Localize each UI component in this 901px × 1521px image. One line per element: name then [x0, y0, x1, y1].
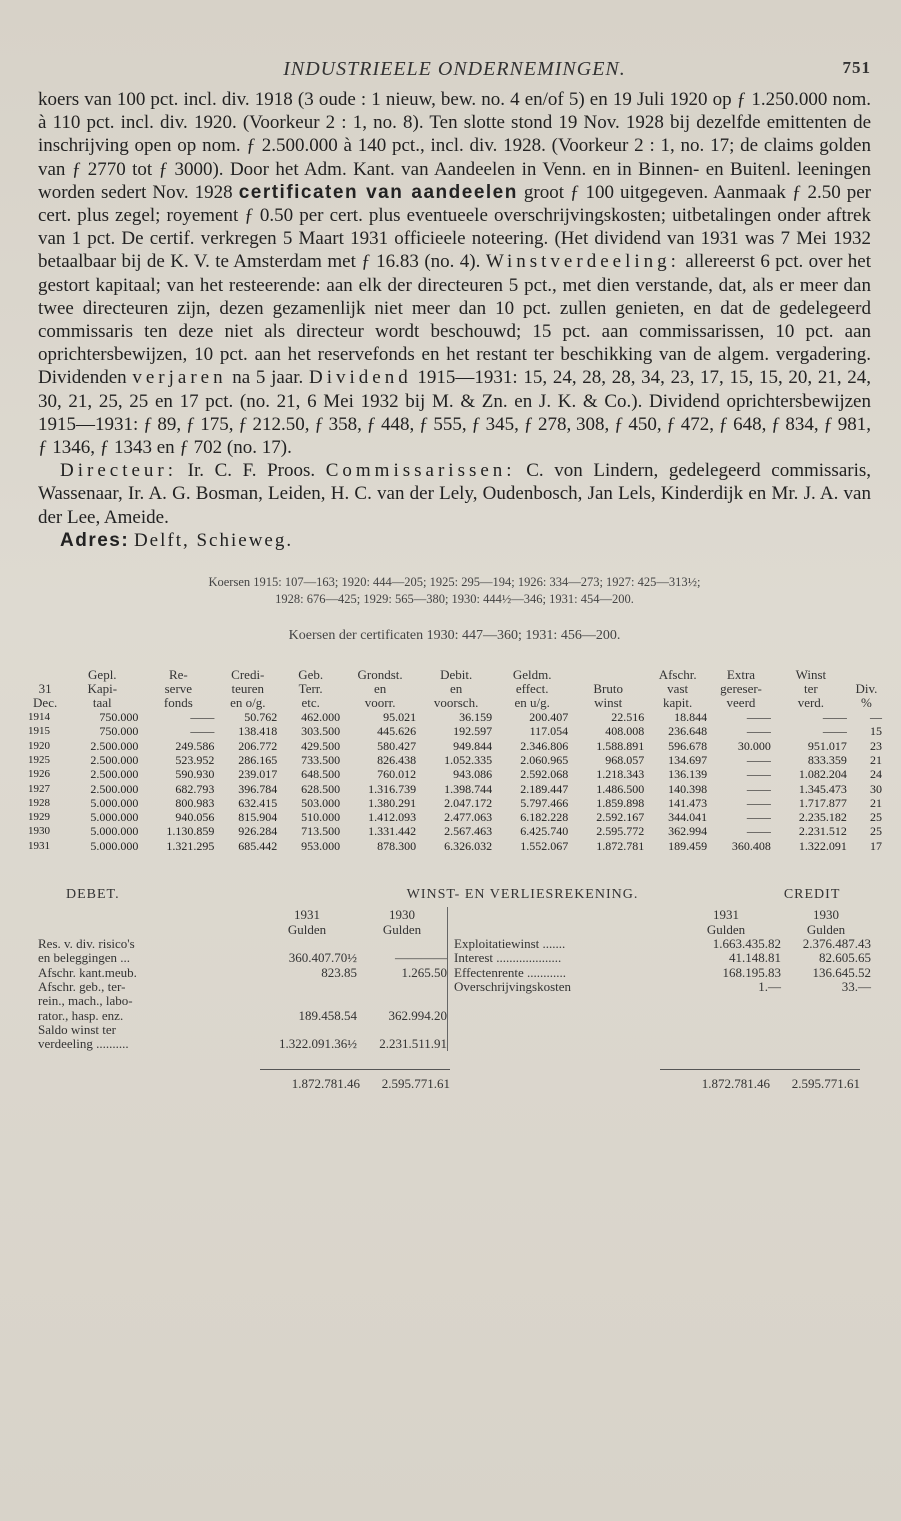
column-header: 31 Dec. [33, 681, 58, 711]
table-cell: 6.182.228 [520, 810, 569, 825]
table-cell: 138.418 [238, 724, 278, 739]
debet-year-header [38, 907, 447, 922]
table-cell: —— [746, 752, 771, 767]
account-value: 1.265.50 [401, 964, 448, 980]
table-cell: —— [190, 724, 215, 739]
account-label: Overschrijvingskosten [454, 978, 572, 994]
column-header: Extra gereser- veerd [720, 667, 762, 711]
unit-gulden: Gulden [806, 922, 846, 938]
table-cell: 943.086 [453, 767, 493, 782]
table-cell: 949.844 [453, 738, 493, 753]
table-cell: 362.994 [668, 824, 708, 839]
account-row [38, 966, 447, 980]
account-value [257, 980, 357, 994]
table-cell: 95.021 [383, 710, 417, 725]
table-cell: —— [746, 781, 771, 796]
account-label: en beleggingen ... [38, 950, 131, 966]
table-cell: 815.904 [238, 810, 278, 825]
page-header [38, 58, 871, 88]
table-cell: 396.784 [238, 781, 278, 796]
account-label: rator., hasp. enz. [38, 1007, 124, 1023]
account-value: 1.322.091.36½ [279, 1036, 358, 1052]
table-cell: 1.130.859 [166, 824, 215, 839]
account-totals [38, 1069, 871, 1092]
year-1930: 1930 [813, 907, 839, 923]
debet-total-1931: 1.872.781.46 [260, 1069, 360, 1092]
account-label: Exploitatiewinst ....... [454, 936, 566, 952]
table-cell: 17 [870, 838, 882, 853]
credit-total-1931: 1.872.781.46 [660, 1069, 770, 1092]
table-cell: 2.477.063 [444, 810, 493, 825]
account-value: 82.605.65 [819, 950, 871, 966]
adres-value: Delft, Schieweg. [133, 529, 294, 551]
commissarissen-label: Commissarissen: [325, 460, 516, 482]
account-label: Effectenrente ............ [454, 964, 567, 980]
account-row [454, 966, 871, 980]
credit-unit-header [454, 922, 871, 937]
column-header: Gepl. Kapi- taal [87, 667, 118, 711]
account-label: Res. v. div. risico's [38, 936, 135, 952]
account-label: Saldo winst ter [38, 1021, 116, 1037]
table-cell: 713.500 [301, 824, 341, 839]
table-cell: 236.648 [668, 724, 708, 739]
table-cell: 1927 [28, 782, 50, 795]
account-value: 2.231.511.91 [379, 1036, 448, 1052]
table-cell: 648.500 [301, 767, 341, 782]
account-value: 189.458.54 [298, 1007, 358, 1023]
table-cell: 951.017 [807, 738, 847, 753]
table-cell: 878.300 [377, 838, 417, 853]
table-cell: 249.586 [175, 738, 215, 753]
table-cell: 2.500.000 [90, 781, 139, 796]
table-cell: 192.597 [453, 724, 493, 739]
koersen-line-2: 1928: 676—425; 1929: 565—380; 1930: 444½—346; 1931: 454—200. [275, 592, 634, 607]
text-segment: C. von Lindern, gedelegeerd commissaris, Wassenaar, Ir. A. G. Bosman, Leiden, H. C. van der Lely, Oudenbosch, Jan Lels, Kinderdijk en Mr. J. A. van der Lee, Ameide. [38, 460, 872, 528]
table-cell: 22.516 [611, 710, 645, 725]
table-body [26, 710, 884, 853]
table-cell: 510.000 [301, 810, 341, 825]
table-cell: 1926 [28, 768, 50, 781]
financial-statistics-table [26, 668, 884, 853]
table-cell: —— [746, 824, 771, 839]
table-cell: 30 [870, 781, 882, 796]
table-cell: 1.321.295 [166, 838, 215, 853]
table-cell: 1.316.739 [368, 781, 417, 796]
table-cell: 462.000 [301, 710, 341, 725]
account-row [454, 951, 871, 965]
certificaten-heading: certificaten van aandeelen [238, 181, 518, 203]
debet-unit-header [38, 922, 447, 937]
column-header: Credi- teuren en o/g. [230, 667, 266, 711]
table-cell: 15 [870, 724, 882, 739]
table-cell: 523.952 [175, 752, 215, 767]
column-header: Afschr. vast kapit. [658, 667, 697, 711]
table-cell: —— [746, 724, 771, 739]
table-cell: 23 [870, 738, 882, 753]
table-cell: 344.041 [668, 810, 708, 825]
text-segment: allereerst 6 pct. over het gestort kapitaal; van het resteerende: aan elk der directeuren 5 pct., met dien verstande, dat, als er meer dan twee directeuren zijn, dezen gezamenlijk niet meer dan 10 pct. zullen genieten, en dat de gedelegeerd commissaris ten deze niet als directeur wordt beschouwd; 15 pct. aan commissarissen, 10 pct. aan oprichtersbewijzen, 10 pct. aan het reservefonds en het restant ter beschikking van de algem. vergadering. Dividenden [38, 251, 872, 389]
table-cell: —— [822, 724, 847, 739]
account-label: Afschr. geb., ter- [38, 978, 126, 994]
table-cell: —— [746, 767, 771, 782]
table-cell: —— [746, 710, 771, 725]
account-value: 360.407.70½ [288, 950, 358, 966]
account-row [38, 994, 447, 1008]
table-cell: 2.500.000 [90, 738, 139, 753]
account-value: 362.994.20 [388, 1007, 448, 1023]
credit-label: CREDIT [783, 887, 841, 903]
table-cell: 2.231.512 [798, 824, 847, 839]
account-row [454, 937, 871, 951]
text-segment: Ir. C. F. Proos. [187, 460, 316, 482]
table-cell: 1920 [28, 739, 50, 752]
table-cell: 2.189.447 [520, 781, 569, 796]
table-cell: 590.930 [175, 767, 215, 782]
table-cell: 5.000.000 [90, 810, 139, 825]
column-header: Grondst. en voorr. [357, 667, 403, 711]
account-heading [38, 887, 871, 903]
table-cell: 1930 [28, 825, 50, 838]
table-cell: 1929 [28, 811, 50, 824]
table-row [26, 724, 884, 738]
column-header: Winst ter verd. [795, 667, 827, 711]
table-cell: 286.165 [238, 752, 278, 767]
account-row [38, 1009, 447, 1023]
account-value [257, 937, 357, 951]
account-value: 136.645.52 [812, 964, 871, 980]
account-label: Afschr. kant.meub. [38, 964, 137, 980]
account-row [38, 1023, 447, 1037]
table-cell: 1.717.877 [798, 795, 847, 810]
table-cell: 1.322.091 [798, 838, 847, 853]
table-cell: 682.793 [175, 781, 215, 796]
koersen-line-1: Koersen 1915: 107—163; 1920: 444—205; 1925: 295—194; 1926: 334—273; 1927: 425—313½; [208, 575, 701, 590]
year-1931: 1931 [294, 907, 321, 923]
account-label: verdeeling .......... [38, 1036, 129, 1052]
management-paragraph [38, 459, 871, 529]
table-cell: —— [822, 710, 847, 725]
table-cell: 141.473 [668, 795, 708, 810]
table-cell: 2.047.172 [444, 795, 493, 810]
dividend-label: Dividend [309, 367, 412, 389]
table-cell: 2.346.806 [520, 738, 569, 753]
year-1930: 1930 [389, 907, 416, 923]
table-cell: 1.872.781 [596, 838, 645, 853]
account-value: 168.195.83 [722, 964, 781, 980]
debet-total-1930: 2.595.771.61 [360, 1069, 450, 1092]
table-cell: 826.438 [377, 752, 417, 767]
table-cell: 1928 [28, 796, 50, 809]
table-cell: 303.500 [301, 724, 341, 739]
debet-column [38, 907, 447, 1051]
table-cell: 750.000 [99, 724, 139, 739]
table-cell: 1931 [28, 839, 50, 852]
table-row [26, 767, 884, 781]
table-cell: 1925 [28, 753, 50, 766]
table-cell: 1.552.067 [520, 838, 569, 853]
table-cell: 760.012 [377, 767, 417, 782]
winst-verliesrekening [38, 887, 871, 1092]
table-cell: 136.139 [668, 767, 708, 782]
directeur-label: Directeur: [60, 460, 178, 482]
table-cell: 189.459 [668, 838, 708, 853]
address-line [38, 529, 871, 552]
table-cell: 408.008 [605, 724, 645, 739]
table-cell: 1915 [28, 725, 50, 738]
text-segment: 1915—1931: 15, 24, 28, 28, 34, 23, 17, 15, 15, 20, 21, 24, 30, 21, 25, 25 en 17 pct. (no. 21, 6 Mei 1932 bij M. & Zn. en J. K. & Co.). Dividend oprichtersbewijzen 1915—1931: ƒ 89, ƒ 175, ƒ 212.50, ƒ 358, ƒ 448, ƒ 555, ƒ 345, ƒ 278, 308, ƒ 450, ƒ 472, ƒ 648, ƒ 834, ƒ 981, ƒ 1346, ƒ 1343 en ƒ 702 (no. 17). [38, 367, 872, 459]
account-row [38, 937, 447, 951]
table-cell: 5.000.000 [90, 824, 139, 839]
table-cell: 50.762 [244, 710, 278, 725]
table-cell: 360.408 [731, 838, 771, 853]
company-history-paragraph [38, 88, 871, 459]
table-row [26, 810, 884, 824]
account-value: 1.— [758, 978, 781, 994]
table-cell: 2.567.463 [444, 824, 493, 839]
table-cell: 833.359 [807, 752, 847, 767]
text-segment: na 5 jaar. [232, 367, 304, 389]
table-cell: 36.159 [459, 710, 493, 725]
column-header: Geb. Terr. etc. [298, 667, 324, 711]
column-header: Bruto winst [593, 681, 624, 711]
verjaren-label: verjaren [132, 367, 227, 389]
column-header: Div. % [855, 681, 878, 711]
table-cell: 1.380.291 [368, 795, 417, 810]
table-cell: 1.588.891 [596, 738, 645, 753]
table-cell: 1.082.204 [798, 767, 847, 782]
account-row [454, 980, 871, 994]
table-cell: 1.398.744 [444, 781, 493, 796]
account-value [357, 994, 447, 1008]
account-value [357, 980, 447, 994]
table-cell: 1914 [28, 711, 50, 724]
credit-total-1930: 2.595.771.61 [770, 1069, 860, 1092]
account-value: 823.85 [321, 964, 358, 980]
account-title: WINST- EN VERLIESREKENING. [406, 887, 639, 903]
table-cell: 733.500 [301, 752, 341, 767]
account-value: 2.376.487.43 [802, 936, 871, 952]
table-cell: —— [746, 795, 771, 810]
account-value: 33.— [841, 978, 871, 994]
table-cell: 940.056 [175, 810, 215, 825]
table-cell: 2.595.772 [596, 824, 645, 839]
credit-year-header [454, 907, 871, 922]
table-cell: —— [190, 710, 215, 725]
table-cell: 750.000 [99, 710, 139, 725]
unit-gulden: Gulden [287, 922, 327, 938]
table-cell: 1.052.335 [444, 752, 493, 767]
table-cell: 445.626 [377, 724, 417, 739]
column-header: Re- serve fonds [163, 667, 193, 711]
table-cell: 1.218.343 [596, 767, 645, 782]
table-cell: 134.697 [668, 752, 708, 767]
table-cell: 117.054 [529, 724, 569, 739]
table-cell: 140.398 [668, 781, 708, 796]
unit-gulden: Gulden [706, 922, 746, 938]
table-cell: 24 [870, 767, 882, 782]
table-cell: 926.284 [238, 824, 278, 839]
account-value [257, 994, 357, 1008]
table-cell: 206.772 [238, 738, 278, 753]
account-label: Interest .................... [454, 950, 562, 966]
table-row [26, 739, 884, 753]
table-cell: 1.859.898 [596, 795, 645, 810]
account-row [38, 980, 447, 994]
table-row [26, 839, 884, 853]
table-cell: 2.500.000 [90, 767, 139, 782]
account-row [38, 1037, 447, 1051]
table-cell: —— [746, 810, 771, 825]
table-cell: 429.500 [301, 738, 341, 753]
table-cell: 1.486.500 [596, 781, 645, 796]
table-cell: 25 [870, 810, 882, 825]
table-row [26, 753, 884, 767]
table-cell: 5.000.000 [90, 838, 139, 853]
account-value: 1.663.435.82 [712, 936, 781, 952]
adres-label: Adres: [60, 529, 130, 551]
table-cell: 596.678 [668, 738, 708, 753]
account-label: rein., mach., labo- [38, 993, 133, 1009]
table-header-row [26, 668, 884, 710]
table-cell: 239.017 [238, 767, 278, 782]
table-cell: 2.500.000 [90, 752, 139, 767]
table-cell: 1.345.473 [798, 781, 847, 796]
table-cell: 953.000 [301, 838, 341, 853]
debet-label: DEBET. [66, 887, 120, 903]
unit-gulden: Gulden [382, 922, 422, 938]
table-cell: 503.000 [301, 795, 341, 810]
text-segment: koers van 100 pct. incl. div. 1918 (3 oude : 1 nieuw, bew. no. 4 en/of 5) en 19 Juli 1920 op ƒ 1.250.000 nom. à 110 pct. incl. div. 1920. (Voorkeur 2 : 1, no. 8). Ten slotte stond 19 Nov. 1928 bij dezelfde emittenten de inschrijving open op nom. ƒ 2.500.000 à 140 pct., incl. div. 1928. (Voorkeur 2 : 1, no. 17; de claims golden van ƒ 2770 tot ƒ 3000). Door het Adm. Kant. van Aandeelen in Venn. en in Binnen- en Buitenl. leeningen worden sedert Nov. 1928 [38, 89, 871, 203]
table-cell: 5.797.466 [520, 795, 569, 810]
winstverdeeling-label: Winstverdeeling: [485, 251, 680, 273]
page-number: 751 [842, 58, 871, 77]
text-segment: groot ƒ 100 uitgegeven. Aanmaak ƒ 2.50 per cert. plus zegel; royement ƒ 0.50 per cert. plus eventueele overschrijvingskosten; uitbetalingen onder aftrek van 1 pct. De certif. verkregen 5 Maart 1931 officieele noteering. (Het dividend van 1931 was 7 Mei 1932 betaalbaar bij de K. V. te Amsterdam met ƒ 16.83 (no. 4). [38, 181, 872, 273]
table-cell: 2.060.965 [520, 752, 569, 767]
table-row [26, 710, 884, 724]
account-row [38, 951, 447, 965]
table-row [26, 796, 884, 810]
table-cell: 25 [870, 824, 882, 839]
table-cell: 685.442 [238, 838, 278, 853]
account-value: 41.148.81 [729, 950, 781, 966]
table-row [26, 824, 884, 838]
year-1931: 1931 [713, 907, 739, 923]
table-cell: 2.235.182 [798, 810, 847, 825]
running-title: INDUSTRIEELE ONDERNEMINGEN. [283, 58, 626, 80]
table-cell: 632.415 [238, 795, 278, 810]
table-cell: 2.592.167 [596, 810, 645, 825]
koersen-certificaten: Koersen der certificaten 1930: 447—360; 1931: 456—200. [288, 628, 621, 644]
account-value [257, 1023, 357, 1037]
table-cell: 18.844 [674, 710, 708, 725]
column-header: Geldm. effect. en u/g. [512, 667, 552, 711]
table-cell: 628.500 [301, 781, 341, 796]
table-cell: 30.000 [737, 738, 771, 753]
account-value [357, 937, 447, 951]
table-cell: — [870, 710, 882, 725]
table-cell: 21 [870, 795, 882, 810]
table-cell: 580.427 [377, 738, 417, 753]
table-cell: 1.331.442 [368, 824, 417, 839]
credit-column [447, 907, 871, 1051]
account-value [357, 1023, 447, 1037]
column-header: Debit. en voorsch. [433, 667, 479, 711]
table-cell: 2.592.068 [520, 767, 569, 782]
table-cell: 6.326.032 [444, 838, 493, 853]
table-row [26, 782, 884, 796]
table-cell: 21 [870, 752, 882, 767]
table-cell: 6.425.740 [520, 824, 569, 839]
table-cell: 968.057 [605, 752, 645, 767]
table-cell: 800.983 [175, 795, 215, 810]
table-cell: 1.412.093 [368, 810, 417, 825]
table-cell: 200.407 [529, 710, 569, 725]
account-value: ———— [395, 950, 448, 966]
table-cell: 5.000.000 [90, 795, 139, 810]
